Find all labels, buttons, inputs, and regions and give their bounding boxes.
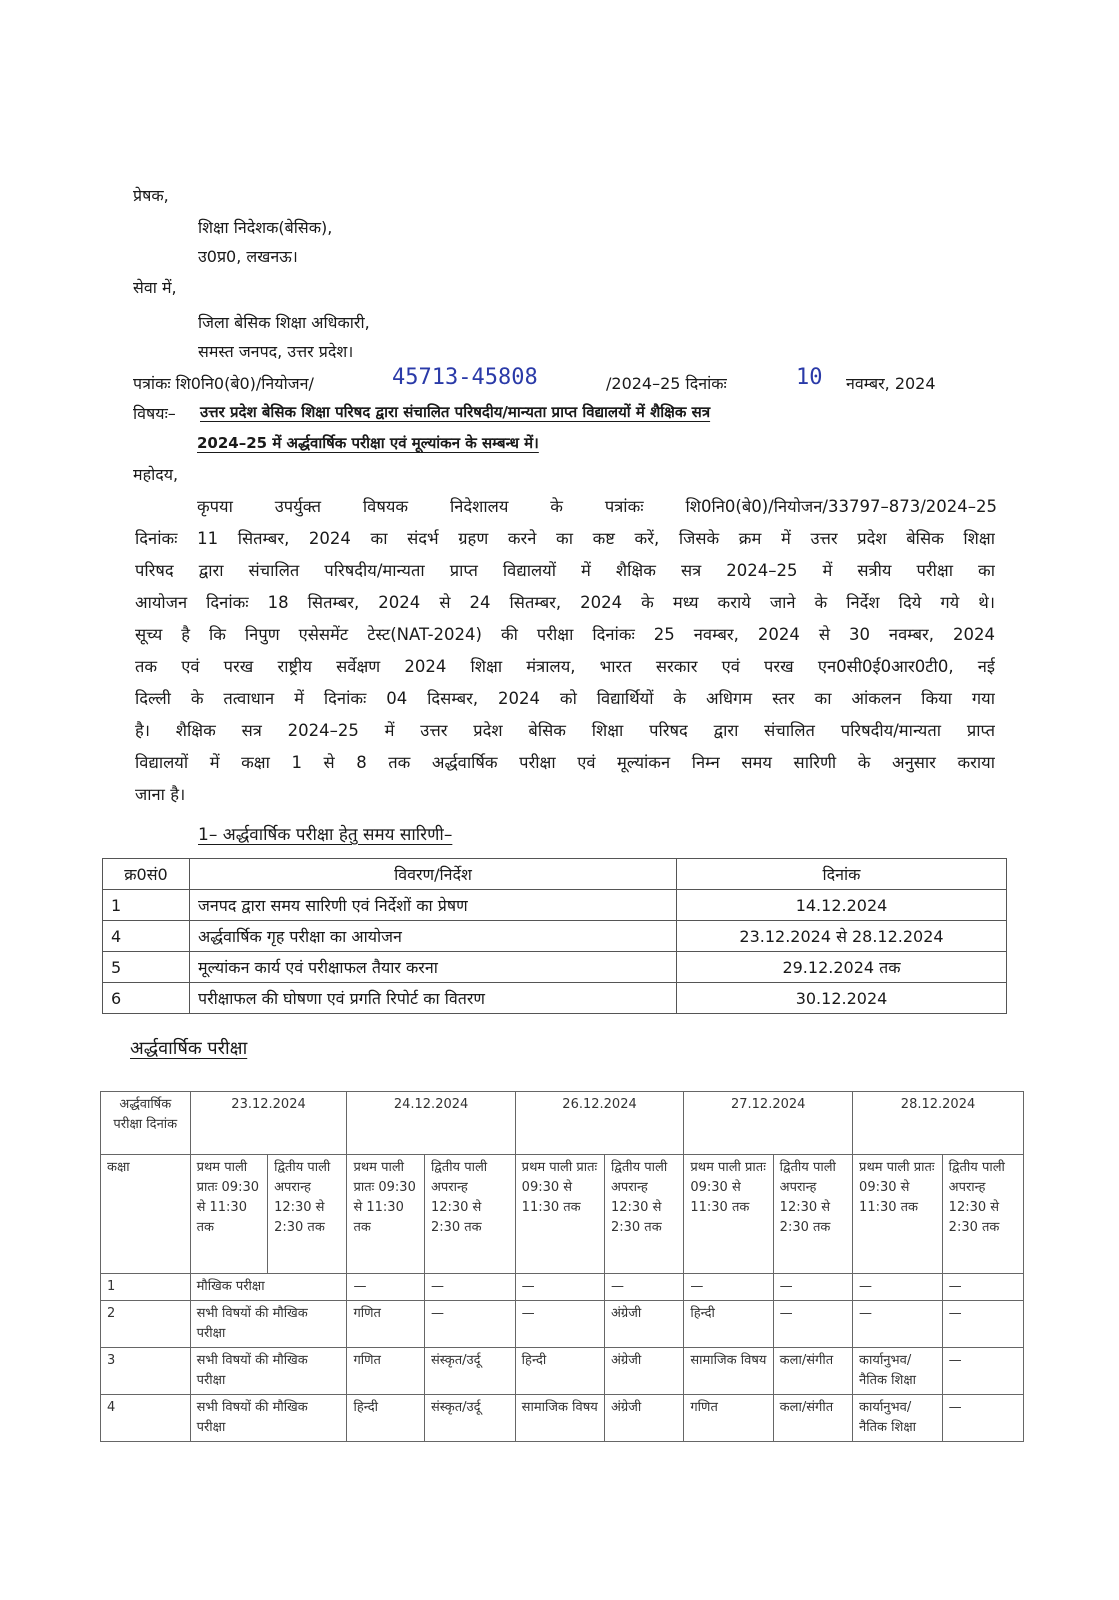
exam-heading: अर्द्धवार्षिक परीक्षा [130,1038,248,1059]
exam-cell: संस्कृत/उर्दू [424,1348,515,1395]
schedule-cell: जनपद द्वारा समय सारिणी एवं निर्देशों का प्रेषण [190,890,677,921]
body-line: आयोजन दिनांकः 18 सितम्बर, 2024 से 24 सितम्बर, 2024 के मध्य कराये जाने के निर्देश दिये गये थे। [135,593,995,612]
schedule-cell: मूल्यांकन कार्य एवं परीक्षाफल तैयार करना [190,952,677,983]
shift-second: द्वितीय पाली अपरान्ह 12:30 से 2:30 तक [773,1155,852,1274]
exam-corner-label: अर्द्धवार्षिक परीक्षा दिनांक [101,1092,191,1155]
sender-line-2: उ0प्र0, लखनऊ। [198,247,298,266]
schedule-header-serial: क्र0सं0 [103,859,190,890]
exam-cell: संस्कृत/उर्दू [424,1395,515,1442]
exam-cell: — [942,1395,1023,1442]
shift-first: प्रथम पाली प्रातः 09:30 से 11:30 तक [347,1155,424,1274]
exam-cell: कार्यानुभव/नैतिक शिक्षा [853,1395,943,1442]
reference-prefix: पत्रांकः शि0नि0(बे0)/नियोजन/ [133,374,314,393]
sender-line-1: शिक्षा निदेशक(बेसिक), [198,218,333,237]
shift-first: प्रथम पाली प्रातः 09:30 से 11:30 तक [515,1155,604,1274]
exam-cell: मौखिक परीक्षा [190,1274,347,1301]
exam-cell: गणित [684,1395,773,1442]
exam-cell: — [853,1301,943,1348]
body-line: दिल्ली के तत्वाधान में दिनांकः 04 दिसम्बर, 2024 को विद्यार्थियों के अधिगम स्तर का आंकलन किया गया [135,689,995,708]
schedule-cell: 29.12.2024 तक [677,952,1007,983]
body-line: विद्यालयों में कक्षा 1 से 8 तक अर्द्धवार्षिक परीक्षा एवं मूल्यांकन निम्न समय सारिणी के अनुसार कराया [135,753,995,772]
exam-date: 26.12.2024 [515,1092,684,1155]
table-row [103,952,1007,983]
table-row [101,1274,1024,1301]
exam-cell: सभी विषयों की मौखिक परीक्षा [190,1301,347,1348]
exam-cell: — [942,1274,1023,1301]
schedule-cell: 4 [103,921,190,952]
subject-label: विषयः– [133,404,176,423]
exam-date: 23.12.2024 [190,1092,347,1155]
reference-handwritten-day: 10 [796,365,823,390]
exam-cell: हिन्दी [515,1348,604,1395]
schedule-header-date: दिनांक [677,859,1007,890]
exam-cell: — [942,1348,1023,1395]
body-line: दिनांकः 11 सितम्बर, 2024 का संदर्भ ग्रहण करने का कष्ट करें, जिसके क्रम में उत्तर प्रदेश बेसिक शिक्षा [135,529,995,548]
exam-cell: सभी विषयों की मौखिक परीक्षा [190,1348,347,1395]
exam-cell: हिन्दी [684,1301,773,1348]
recipient-label: सेवा में, [133,278,177,297]
exam-cell: — [424,1301,515,1348]
exam-cell: — [773,1274,852,1301]
body-line: कृपया उपर्युक्त विषयक निदेशालय के पत्रांकः शि0नि0(बे0)/नियोजन/33797–873/2024–25 [197,497,997,516]
schedule-cell: 6 [103,983,190,1014]
exam-cell: सामाजिक विषय [684,1348,773,1395]
schedule-cell: 14.12.2024 [677,890,1007,921]
exam-cell: कला/संगीत [773,1395,852,1442]
body-line: सूच्य है कि निपुण एसेसमेंट टेस्ट(NAT-2024) की परीक्षा दिनांकः 25 नवम्बर, 2024 से 30 नवम्बर, 2024 [135,625,995,644]
exam-cell: — [853,1274,943,1301]
shift-second: द्वितीय पाली अपरान्ह 12:30 से 2:30 तक [942,1155,1023,1274]
exam-cell: सामाजिक विषय [515,1395,604,1442]
subject-line-2: 2024–25 में अर्द्धवार्षिक परीक्षा एवं मूल्यांकन के सम्बन्ध में। [197,434,539,452]
schedule-table [102,858,1007,1014]
shift-first: प्रथम पाली प्रातः 09:30 से 11:30 तक [853,1155,943,1274]
exam-cell: हिन्दी [347,1395,424,1442]
exam-date: 24.12.2024 [347,1092,515,1155]
reference-handwritten-number: 45713-45808 [392,365,538,390]
schedule-cell: 30.12.2024 [677,983,1007,1014]
body-line: परिषद द्वारा संचालित परिषदीय/मान्यता प्राप्त विद्यालयों में शैक्षिक सत्र 2024–25 में सत्रीय परीक्षा का [135,561,995,580]
exam-class-label: कक्षा [101,1155,191,1274]
schedule-cell: अर्द्धवार्षिक गृह परीक्षा का आयोजन [190,921,677,952]
table-row [101,1301,1024,1348]
schedule-cell: 1 [103,890,190,921]
schedule-cell: 5 [103,952,190,983]
exam-cell: अंग्रेजी [604,1301,683,1348]
table-row [103,921,1007,952]
exam-cell: गणित [347,1301,424,1348]
schedule-cell: 23.12.2024 से 28.12.2024 [677,921,1007,952]
salutation: महोदय, [133,465,179,484]
shift-second: द्वितीय पाली अपरान्ह 12:30 से 2:30 तक [268,1155,347,1274]
sender-label: प्रेषक, [133,186,169,205]
exam-table [100,1091,1024,1442]
exam-cell: — [773,1301,852,1348]
recipient-line-1: जिला बेसिक शिक्षा अधिकारी, [198,313,370,332]
exam-cell: अंग्रेजी [604,1348,683,1395]
schedule-header-row [103,859,1007,890]
table-row [101,1348,1024,1395]
exam-cell: — [515,1274,604,1301]
reference-suffix: /2024–25 दिनांकः [606,374,727,393]
exam-cell: — [942,1301,1023,1348]
exam-cell: — [347,1274,424,1301]
exam-cell: गणित [347,1348,424,1395]
exam-cell: कार्यानुभव/नैतिक शिक्षा [853,1348,943,1395]
exam-shift-row [101,1155,1024,1274]
schedule-heading: 1– अर्द्धवार्षिक परीक्षा हेतु समय सारिणी– [198,825,453,845]
exam-cell: — [604,1274,683,1301]
body-line: है। शैक्षिक सत्र 2024–25 में उत्तर प्रदेश बेसिक शिक्षा परिषद द्वारा संचालित परिषदीय/मान्यता प्राप्त [135,721,995,740]
shift-second: द्वितीय पाली अपरान्ह 12:30 से 2:30 तक [604,1155,683,1274]
table-row [103,890,1007,921]
exam-cell: — [515,1301,604,1348]
recipient-line-2: समस्त जनपद, उत्तर प्रदेश। [198,342,354,361]
schedule-cell: परीक्षाफल की घोषणा एवं प्रगति रिपोर्ट का वितरण [190,983,677,1014]
body-line: तक एवं परख राष्ट्रीय सर्वेक्षण 2024 शिक्षा मंत्रालय, भारत सरकार एवं परख एन0सी0ई0आर0टी0, नई [135,657,995,676]
schedule-header-description: विवरण/निर्देश [190,859,677,890]
shift-first: प्रथम पाली प्रातः 09:30 से 11:30 तक [684,1155,773,1274]
subject-line-1: उत्तर प्रदेश बेसिक शिक्षा परिषद द्वारा संचालित परिषदीय/मान्यता प्राप्त विद्यालयों में शैक्षिक सत्र [200,403,711,421]
shift-first: प्रथम पाली प्रातः 09:30 से 11:30 तक [190,1155,267,1274]
exam-cell: — [684,1274,773,1301]
table-row [103,983,1007,1014]
reference-month-year: नवम्बर, 2024 [846,374,936,393]
exam-class: 2 [101,1301,191,1348]
exam-date-row [101,1092,1024,1155]
exam-class: 1 [101,1274,191,1301]
table-row [101,1395,1024,1442]
exam-class: 4 [101,1395,191,1442]
exam-cell: अंग्रेजी [604,1395,683,1442]
exam-date: 28.12.2024 [853,1092,1024,1155]
exam-date: 27.12.2024 [684,1092,853,1155]
shift-second: द्वितीय पाली अपरान्ह 12:30 से 2:30 तक [424,1155,515,1274]
exam-cell: कला/संगीत [773,1348,852,1395]
exam-class: 3 [101,1348,191,1395]
body-line: जाना है। [135,785,186,804]
exam-cell: सभी विषयों की मौखिक परीक्षा [190,1395,347,1442]
exam-cell: — [424,1274,515,1301]
